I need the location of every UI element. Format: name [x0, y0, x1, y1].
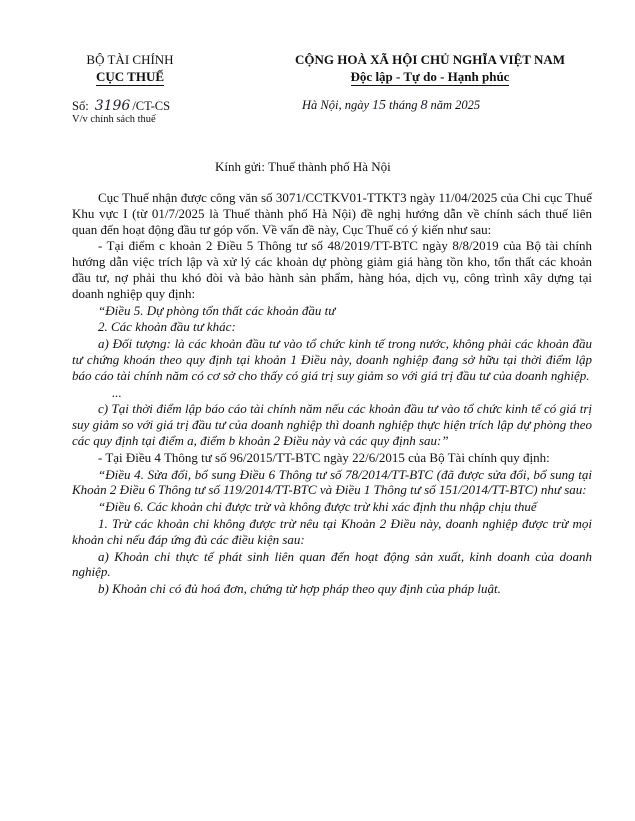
quoted-clause: c) Tại thời điểm lập báo cáo tài chính năm nếu các khoản đầu tư vào tổ chức kinh tế có giá trị suy giảm so với giá trị đầu tư của doanh nghiệp thì doanh nghiệp thực hiện trích lập dự phòng theo các quy định tại điểm a, điểm b khoản 2 Điều này và các quy định sau:” — [72, 401, 592, 448]
document-body — [72, 190, 592, 598]
date-prefix: Hà Nội, ngày — [302, 98, 370, 112]
quoted-article-title: “Điều 6. Các khoản chi được trừ và không được trừ khi xác định thu nhập chịu thuế — [98, 499, 537, 515]
national-header — [255, 52, 605, 86]
doc-no-value: 3196 — [94, 98, 131, 114]
greeting: Kính gửi: Thuế thành phố Hà Nội — [215, 159, 391, 174]
date-month-label: tháng — [389, 98, 418, 112]
country-name: CỘNG HOÀ XÃ HỘI CHỦ NGHĨA VIỆT NAM — [294, 52, 566, 67]
date-line — [302, 98, 480, 114]
paragraph: Cục Thuế nhận được công văn số 3071/CCTKV01-TTKT3 ngày 11/04/2025 của Chi cục Thuế Khu vực I (từ 01/7/2025 là Thuế thành phố Hà Nội) đề nghị hướng dẫn về chính sách thuế liên quan đến hoạt động đầu tư góp vốn. Về vấn đề này, Cục Thuế có ý kiến như sau: — [72, 190, 592, 237]
quoted-clause: a) Đối tượng: là các khoản đầu tư vào tổ chức kinh tế trong nước, không phải các khoản đầu tư chứng khoán theo quy định tại khoản 1 Điều này, doanh nghiệp đang sở hữu tại thời điểm lập báo cáo tài chính năm có cơ sở cho thấy có giá trị suy giảm so với giá trị đầu tư của doanh nghiệp. — [72, 336, 592, 383]
national-motto: Độc lập - Tự do - Hạnh phúc — [350, 69, 510, 84]
doc-no-suffix: /CT-CS — [132, 99, 171, 113]
quoted-clause: 1. Trừ các khoản chi không được trừ nêu tại Khoản 2 Điều này, doanh nghiệp được trừ mọi khoản chi nếu đáp ứng đủ các điều kiện sau: — [72, 515, 592, 547]
date-day: 15 — [372, 98, 387, 113]
date-year: năm 2025 — [430, 98, 481, 112]
quoted-clause: 2. Các khoản đầu tư khác: — [98, 319, 236, 335]
quoted-clause: a) Khoản chi thực tế phát sinh liên quan đến hoạt động sản xuất, kinh doanh của doanh nghiệp. — [72, 548, 592, 580]
ellipsis: ... — [112, 384, 122, 400]
quoted-article-title: “Điều 5. Dự phòng tổn thất các khoản đầu tư — [98, 302, 336, 318]
date-month: 8 — [420, 98, 428, 113]
quoted-clause: b) Khoản chi có đủ hoá đơn, chứng từ hợp pháp theo quy định của pháp luật. — [98, 581, 501, 597]
department-name: CỤC THUẾ — [95, 69, 165, 84]
document-subject: V/v chính sách thuế — [72, 114, 156, 125]
ministry-name: BỘ TÀI CHÍNH — [86, 52, 174, 67]
issuer-block — [60, 52, 200, 86]
paragraph: - Tại điểm c khoản 2 Điều 5 Thông tư số 48/2019/TT-BTC ngày 8/8/2019 của Bộ tài chính hướng dẫn việc trích lập và xử lý các khoản dự phòng giảm giá hàng tồn kho, tổn thất các khoản đầu tư, nợ phải thu khó đòi và bảo hành sản phẩm, hàng hóa, dịch vụ, công trình xây dựng tại doanh nghiệp quy định: — [72, 238, 592, 301]
doc-no-label: Số: — [72, 99, 89, 113]
paragraph: - Tại Điều 4 Thông tư số 96/2015/TT-BTC ngày 22/6/2015 của Bộ Tài chính quy định: — [98, 449, 550, 465]
document-number — [72, 98, 170, 114]
quoted-article-title: “Điều 4. Sửa đổi, bổ sung Điều 6 Thông tư số 78/2014/TT-BTC (đã được sửa đổi, bổ sung tại Khoản 2 Điều 6 Thông tư số 119/2014/TT-BTC và Điều 1 Thông tư số 151/2014/TT-BTC) như sau: — [72, 466, 592, 498]
